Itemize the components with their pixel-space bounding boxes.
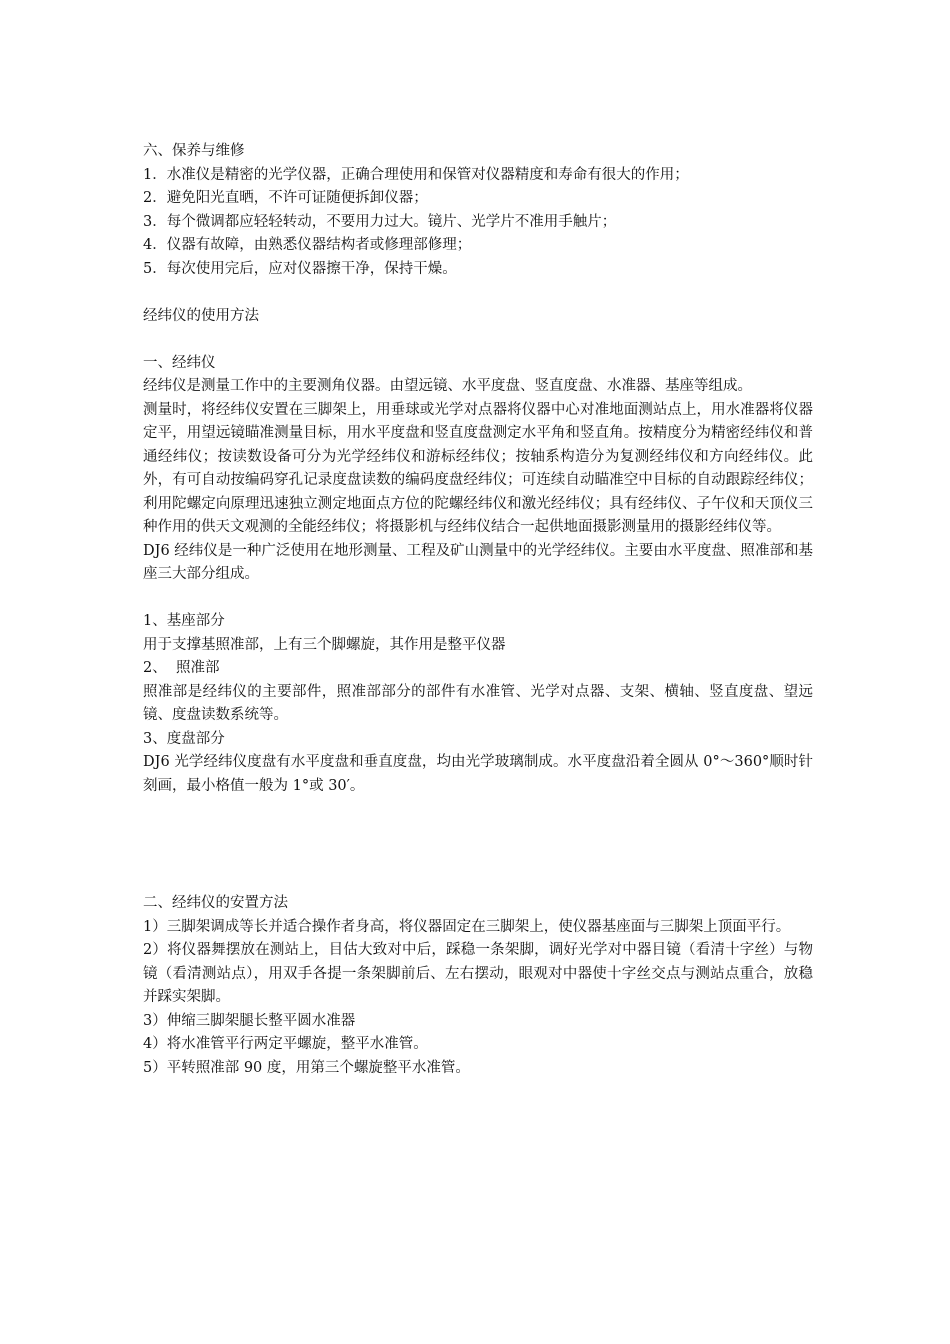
section-2-title: 二、经纬仪的安置方法 bbox=[143, 895, 288, 911]
maintenance-item-4: 4．仪器有故障，由熟悉仪器结构者或修理部修理； bbox=[143, 237, 472, 253]
spacer bbox=[143, 328, 813, 352]
setup-step-4: 4）将水准管平行两定平螺旋，整平水准管。 bbox=[143, 1036, 428, 1052]
spacer bbox=[143, 798, 813, 892]
alidade-part-text: 照准部是经纬仪的主要部件，照准部部分的部件有水准管、光学对点器、支架、横轴、竖直度盘、望远镜、度盘读数系统等。 bbox=[143, 683, 813, 723]
theodolite-intro-paragraph: 经纬仪是测量工作中的主要测角仪器。由望远镜、水平度盘、竖直度盘、水准器、基座等组成。 bbox=[143, 378, 752, 394]
base-part-text: 用于支撑基照准部，上有三个脚螺旋，其作用是整平仪器 bbox=[143, 636, 506, 653]
circle-part-title: 3、度盘部分 bbox=[143, 730, 225, 747]
theodolite-measurement-paragraph: 测量时，将经纬仪安置在三脚架上，用垂球或光学对点器将仪器中心对准地面测站点上，用水准器将仪器定平，用望远镜瞄准测量目标，用水平度盘和竖直度盘测定水平角和竖直角。按精度分为精密经纬仪和普通经纬仪；按读数设备可分为光学经纬仪和游标经纬仪；按轴系构造分为复测经纬仪和方向经纬仪。此外，有可自动按编码穿孔记录度盘读数的编码度盘经纬仪；可连续自动瞄准空中目标的自动跟踪经纬仪；利用陀螺定向原理迅速独立测定地面点方位的陀螺经纬仪和激光经纬仪；具有经纬仪、子午仪和天顶仪三种作用的供天文观测的全能经纬仪；将摄影机与经纬仪结合一起供地面摄影测量用的摄影经纬仪等。 bbox=[143, 401, 813, 535]
base-part-title: 1、基座部分 bbox=[143, 613, 225, 629]
circle-part-text: DJ6 光学经纬仪度盘有水平度盘和垂直度盘，均由光学玻璃制成。水平度盘沿着全圆从 0°～360°顺时针刻画，最小格值一般为 1°或 30′。 bbox=[143, 754, 813, 794]
section-1-title: 一、经纬仪 bbox=[143, 354, 216, 371]
maintenance-item-3: 3．每个微调都应轻轻转动，不要用力过大。镜片、光学片不准用手触片； bbox=[143, 213, 617, 230]
spacer bbox=[143, 587, 813, 611]
maintenance-item-5: 5．每次使用完后，应对仪器擦干净，保持干燥。 bbox=[143, 260, 457, 277]
maintenance-item-1: 1．水准仪是精密的光学仪器，正确合理使用和保管对仪器精度和寿命有很大的作用； bbox=[143, 166, 689, 183]
setup-step-2: 2）将仪器舞摆放在测站上，目估大致对中后，踩稳一条架脚，调好光学对中器目镜（看清十字丝）与物镜（看清测站点），用双手各提一条架脚前后、左右摆动，眼观对中器使十字丝交点与测站点重合，放稳并踩实架脚。 bbox=[143, 942, 813, 1005]
spacer bbox=[143, 281, 813, 305]
maintenance-item-2: 2．避免阳光直晒，不许可证随便拆卸仪器； bbox=[143, 190, 428, 206]
dj6-paragraph: DJ6 经纬仪是一种广泛使用在地形测量、工程及矿山测量中的光学经纬仪。主要由水平度盘、照准部和基座三大部分组成。 bbox=[143, 542, 813, 582]
usage-title: 经纬仪的使用方法 bbox=[143, 307, 259, 324]
setup-step-1: 1）三脚架调成等长并适合操作者身高，将仪器固定在三脚架上，使仪器基座面与三脚架上顶面平行。 bbox=[143, 918, 791, 935]
setup-step-3: 3）伸缩三脚架腿长整平圆水准器 bbox=[143, 1012, 356, 1029]
section-6-title: 六、保养与维修 bbox=[143, 143, 245, 159]
setup-step-5: 5）平转照准部 90 度，用第三个螺旋整平水准管。 bbox=[143, 1059, 470, 1076]
document-page bbox=[143, 140, 813, 1080]
alidade-part-title: 2、 照准部 bbox=[143, 660, 220, 676]
